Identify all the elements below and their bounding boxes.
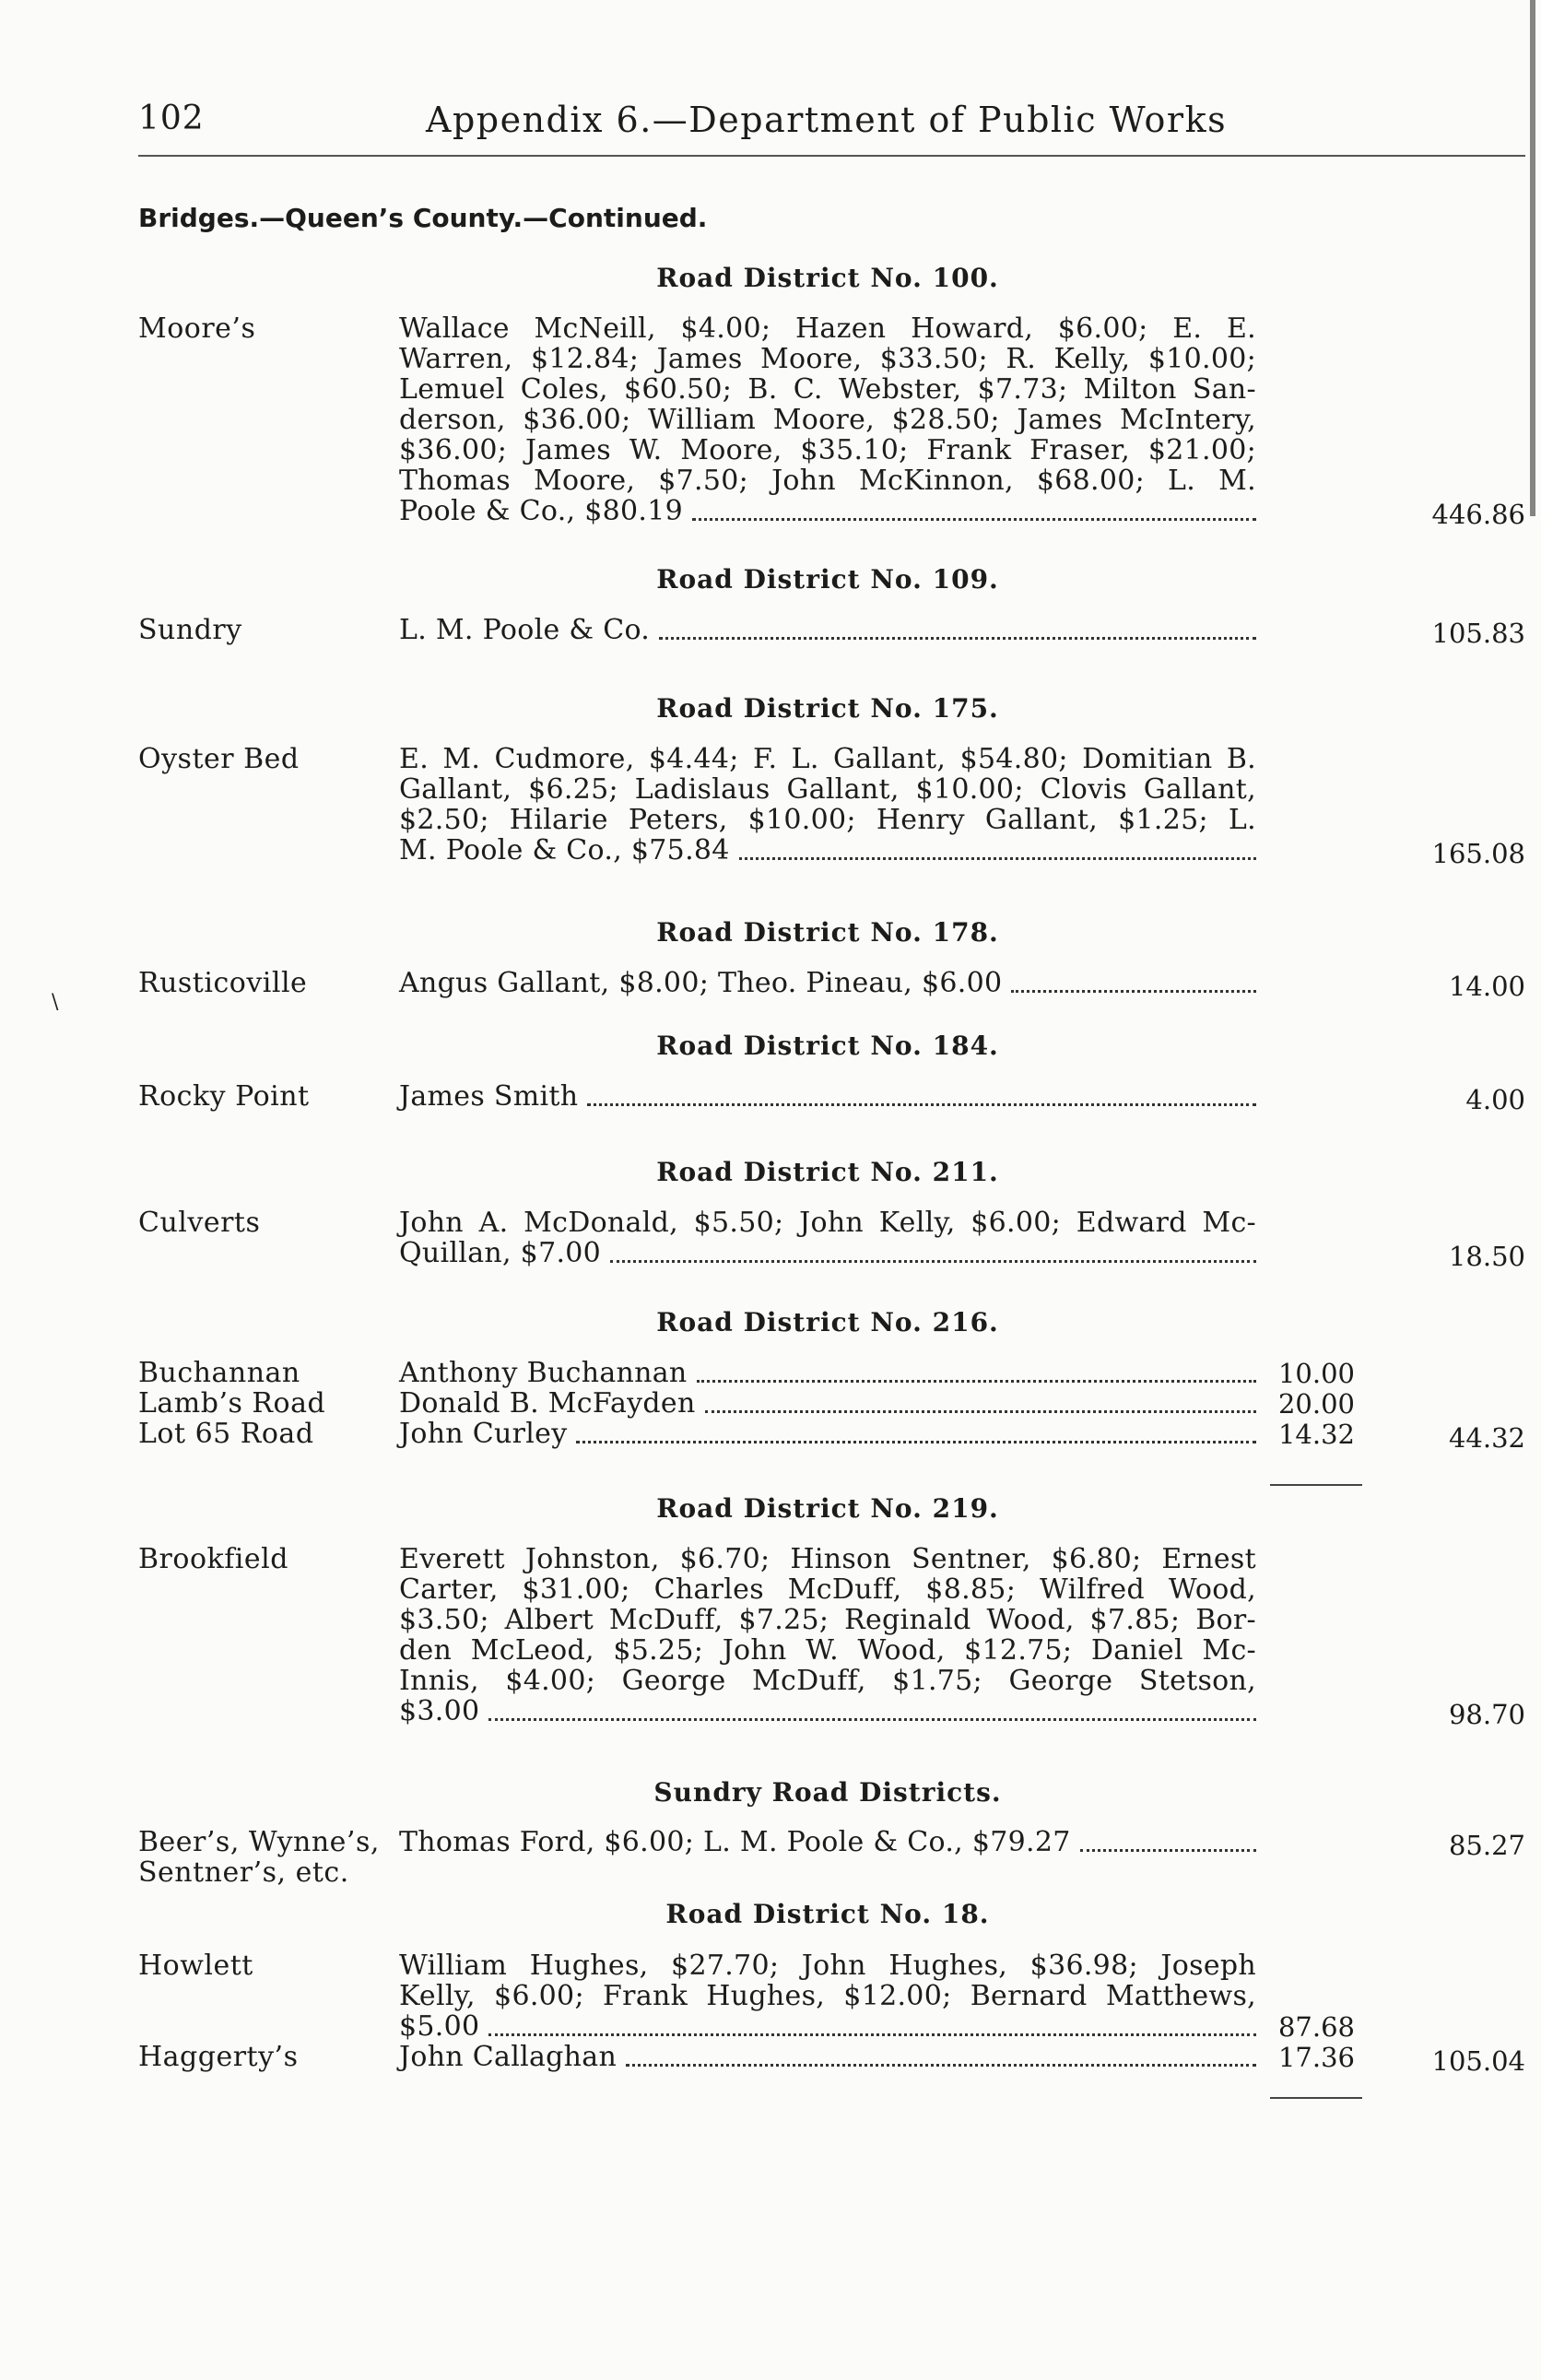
running-title: Appendix 6.—Department of Public Works [426,100,1228,140]
entry-last-line [399,968,1256,998]
entry-text: James Smith [399,1080,579,1113]
entry-line: Lemuel Coles, $60.50; B. C. Webster, $7.73; Milton San- [399,373,1256,406]
page-number: 102 [138,100,205,137]
place-name-text: Brookfield [138,1543,288,1575]
place-name [138,2042,299,2072]
section-heading: Sundry Road Districts. [653,1777,1002,1808]
entry-text: M. Poole & Co., $75.84 [399,834,730,866]
subtotal-amount: 87.68 [1277,2011,1355,2043]
entry-line: Thomas Moore, $7.50; John McKinnon, $68.00; L. M. [399,465,1256,497]
place-name-text: Buchannan [138,1357,300,1389]
payment-entry [399,1950,1256,2042]
section-heading: Road District No. 178. [656,917,999,948]
section-heading: Road District No. 18. [665,1899,990,1929]
section-heading: Road District No. 109. [656,564,999,595]
stray-mark: \ [52,991,59,1014]
page-header [138,100,1521,155]
place-name-text: Lamb’s Road [138,1387,326,1420]
dot-leader [488,1714,1256,1721]
total-amount: 446.86 [1431,499,1525,530]
subtotal-amount: 20.00 [1277,1388,1355,1420]
place-name-text: Culverts [138,1207,261,1239]
entry-line: derson, $36.00; William Moore, $28.50; James McIntery, [399,404,1256,436]
header-rule [138,155,1525,157]
place-name [138,968,307,998]
payment-entry [399,1081,1256,1112]
dot-leader [1011,986,1256,993]
payment-entry [399,968,1256,998]
entry-text: $5.00 [399,2010,480,2043]
entry-text: L. M. Poole & Co. [399,614,651,646]
entry-line: $2.50; Hilarie Peters, $10.00; Henry Gallant, $1.25; L. [399,804,1256,836]
dot-leader [610,1256,1256,1263]
place-name [138,1419,314,1449]
dot-leader [1080,1845,1256,1852]
dot-leader [692,514,1256,521]
place-name-text: Sentner’s, etc. [138,1856,349,1889]
dot-leader [576,1437,1256,1443]
total-amount: 85.27 [1448,1830,1525,1861]
entry-line: $3.50; Albert McDuff, $7.25; Reginald Wood, $7.85; Bor- [399,1604,1256,1636]
entry-last-line [399,835,1256,866]
dot-leader [697,1376,1256,1383]
place-name [138,744,300,774]
place-name-text: Lot 65 Road [138,1418,314,1450]
entry-last-line [399,615,1256,645]
entry-line: Carter, $31.00; Charles McDuff, $8.85; Wilfred Wood, [399,1573,1256,1606]
entry-line: Innis, $4.00; George McDuff, $1.75; George Stetson, [399,1665,1256,1697]
entry-last-line [399,2011,1256,2042]
entry-last-line [399,1358,1256,1388]
entry-last-line [399,1827,1256,1857]
payment-entry [399,1388,1256,1419]
place-name [138,1544,288,1574]
entry-line: Wallace McNeill, $4.00; Hazen Howard, $6.00; E. E. [399,312,1256,345]
payment-entry [399,1827,1256,1857]
place-name [138,1358,300,1388]
place-name-text: Howlett [138,1950,253,1982]
place-name-text: Beer’s, Wynne’s, [138,1826,380,1858]
dot-leader [739,854,1256,860]
total-amount: 44.32 [1448,1422,1525,1454]
entry-line: William Hughes, $27.70; John Hughes, $36.98; Joseph [399,1950,1256,1982]
place-name-text: Moore’s [138,312,256,345]
section-heading: Road District No. 211. [656,1157,999,1187]
entry-last-line [399,1696,1256,1726]
entry-last-line [399,1388,1256,1419]
dot-leader [488,2030,1256,2036]
entry-line: $36.00; James W. Moore, $35.10; Frank Fraser, $21.00; [399,434,1256,466]
payment-entry [399,1358,1256,1388]
subtotal-rule [1270,2097,1362,2099]
section-heading: Road District No. 216. [656,1307,999,1337]
place-name-text: Oyster Bed [138,743,300,775]
entry-text: Quillan, $7.00 [399,1237,602,1269]
dot-leader [659,633,1256,640]
binding-edge [1530,0,1535,516]
place-name [138,1950,253,1981]
dot-leader [705,1407,1256,1413]
place-name [138,615,242,645]
payment-entry [399,1208,1256,1268]
dot-leader [587,1100,1256,1106]
entry-last-line [399,2042,1256,2072]
entry-line: Kelly, $6.00; Frank Hughes, $12.00; Bernard Matthews, [399,1980,1256,2012]
place-name [138,1388,325,1419]
place-name [138,1208,260,1238]
place-name-text: Rusticoville [138,967,308,999]
place-name-text: Haggerty’s [138,2041,299,2073]
subtotal-amount: 10.00 [1277,1358,1355,1389]
payment-entry [399,1544,1256,1726]
entry-text: Poole & Co., $80.19 [399,495,683,527]
total-amount: 165.08 [1431,838,1525,869]
payment-entry [399,313,1256,526]
entry-last-line [399,1419,1256,1449]
place-name [138,1081,310,1112]
entry-line: Warren, $12.84; James Moore, $33.50; R. Kelly, $10.00; [399,343,1256,375]
entry-line: den McLeod, $5.25; John W. Wood, $12.75; Daniel Mc- [399,1634,1256,1667]
entry-last-line [399,1238,1256,1268]
total-amount: 98.70 [1448,1699,1525,1730]
entry-line: Everett Johnston, $6.70; Hinson Sentner, $6.80; Ernest [399,1543,1256,1575]
total-amount: 105.04 [1431,2045,1525,2077]
entry-text: Donald B. McFayden [399,1387,696,1420]
subtotal-amount: 17.36 [1277,2042,1355,2073]
section-heading: Road District No. 175. [656,693,999,724]
entry-text: $3.00 [399,1695,480,1727]
total-amount: 105.83 [1431,618,1525,649]
total-amount: 18.50 [1448,1241,1525,1272]
subtotal-amount: 14.32 [1277,1419,1355,1450]
payment-entry [399,1419,1256,1449]
payment-entry [399,615,1256,645]
subtotal-rule [1270,1484,1362,1486]
place-name-text: Sundry [138,614,242,646]
total-amount: 14.00 [1448,971,1525,1002]
place-name [138,1827,380,1888]
place-name [138,313,255,344]
entry-line: E. M. Cudmore, $4.44; F. L. Gallant, $54.80; Domitian B. [399,743,1256,775]
section-continued-title: Bridges.—Queen’s County.—Continued. [138,203,708,233]
section-heading: Road District No. 219. [656,1493,999,1524]
place-name-text: Rocky Point [138,1080,310,1113]
payment-entry [399,744,1256,866]
payment-entry [399,2042,1256,2072]
entry-last-line [399,1081,1256,1112]
entry-last-line [399,496,1256,526]
total-amount: 4.00 [1465,1084,1525,1115]
entry-line: Gallant, $6.25; Ladislaus Gallant, $10.00; Clovis Gallant, [399,773,1256,806]
entry-text: John Callaghan [399,2041,618,2073]
entry-text: Thomas Ford, $6.00; L. M. Poole & Co., $79.27 [399,1826,1071,1858]
entry-line: John A. McDonald, $5.50; John Kelly, $6.00; Edward Mc- [399,1207,1256,1239]
dot-leader [626,2060,1256,2067]
section-heading: Road District No. 184. [656,1031,999,1061]
entry-text: Angus Gallant, $8.00; Theo. Pineau, $6.00 [399,967,1003,999]
entry-text: John Curley [399,1418,568,1450]
section-heading: Road District No. 100. [656,263,999,293]
entry-text: Anthony Buchannan [399,1357,688,1389]
